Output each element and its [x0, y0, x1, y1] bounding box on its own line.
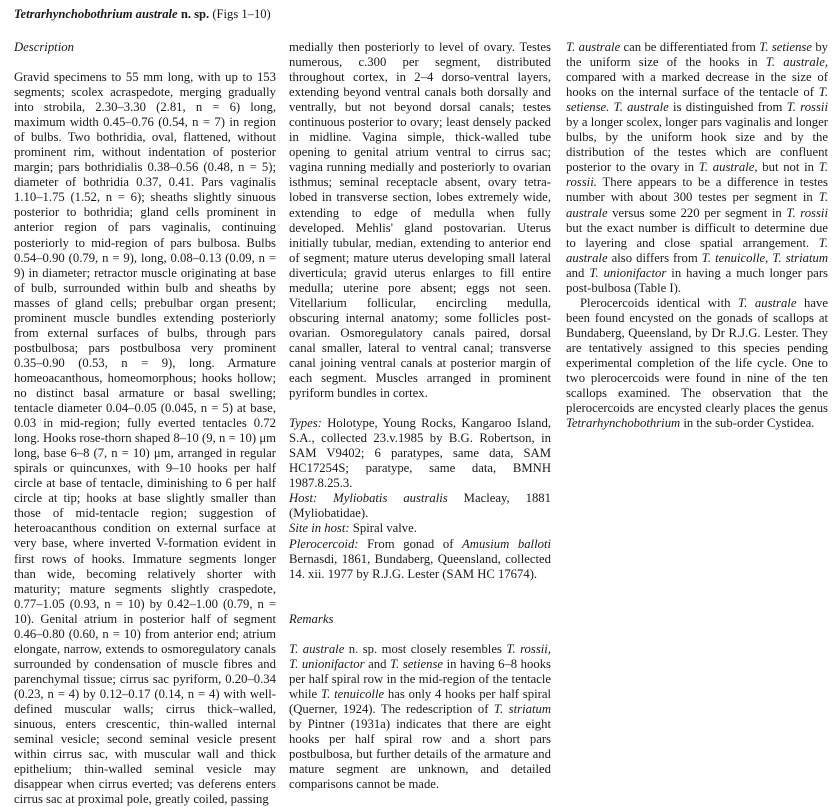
description-paragraph-part-2: medially then posteriorly to level of ovary. Testes numerous, c.300 per segment, distributed throughout cortex, in 2–4 dorso-ventral layers, extending beyond ventral canals both dorsally and ventrally, but not beyond dorsal canals; testes continuous posterior to ovary; least densely packed in midline. Vagina simple, thick-walled tube opening to genital atrium ventral to cirrus sac; vagina running medially and posteriorly to ovarian isthmus; seminal receptacle absent, ovary tetra-lobed in transverse section, lobes extremely wide, extending to edge of medulla when fully developed. Mehlis' gland postovarian. Uterus initially tubular, median, extending to anterior end of segment; mature uterus developing small lateral diverticula; gravid uterus enlarges to fill entire medulla; uterine pore absent; eggs not seen. Vitellarium follicular, encircling medulla, obscuring internal anatomy; some follicles post-ovarian. Osmoregulatory canals paired, dorsal canal smaller, lateral to ventral canal; transverse canal joining ventral canals at posterior margin of each segment. Muscles arranged in prominent pyriform bundles in cortex. [289, 40, 551, 401]
italic-taxon-text: T. rossii [786, 100, 828, 115]
italic-taxon-text: T. australe, [698, 160, 758, 175]
column-left [14, 40, 276, 807]
plerocercoid-text-1: From gonad of [358, 536, 463, 551]
italic-taxon-text: T. setiense [759, 40, 812, 54]
italic-taxon-text: T. australe [289, 641, 345, 656]
body-text: also differs from [607, 250, 702, 265]
body-text: in having a much longer pars post-bulbosa (Table I). [566, 265, 828, 295]
italic-taxon-text: T. rossii. [566, 160, 829, 190]
body-text: versus some 220 per segment in [607, 205, 787, 220]
body-text: by a longer scolex, longer pars vaginalis and longer bulbs, by the uniform hook size and by the distribution of the testes which are confluent posterior to the ovary in [566, 115, 828, 175]
body-text: but the exact number is difficult to determine due to layering and close spatial arrangement. [566, 220, 828, 250]
italic-taxon-text: T. unionifactor [589, 265, 667, 280]
description-heading: Description [14, 40, 74, 54]
host-label: Host: [289, 491, 334, 506]
species-status: n. sp. [180, 7, 210, 21]
body-text: n. sp. most closely resembles [344, 641, 507, 656]
italic-taxon-text: T. australe [566, 190, 828, 220]
italic-taxon-text: T. tenuicolle [321, 686, 385, 701]
remarks-heading: Remarks [289, 611, 334, 626]
site-entry [289, 521, 551, 536]
body-text: and [364, 656, 391, 671]
body-text: is distinguished from [668, 100, 787, 115]
remarks-paragraph-1 [289, 642, 551, 792]
plerocercoid-host-species: Amusium balloti [462, 536, 551, 551]
italic-taxon-text: T. striatum [493, 701, 551, 716]
description-paragraph-part-1: Gravid specimens to 55 mm long, with up to 153 segments; scolex acraspedote, merging gradually into strobila, 2.30–3.30 (2.81, n = 6) long, maximum width 0.45–0.76 (0.54, n = 7) in region of bulbs. Two bothridia, oval, flattened, without prominent rim, without indentation of posterior margin; pars bothridialis 0.38–0.56 (0.48, n = 5); diameter of bothridia 0.37, 0.41. Pars vaginalis 1.10–1.75 (1.52, n = 6); sheaths slightly sinuous posterior to bothridia; gland cells prominent in anterior region of pars vaginalis, continuing posteriorly to mid-region of pars bulbosa. Bulbs 0.54–0.90 (0.79, n = 9), long, 0.08–0.13 (0.09, n = 9) in diameter; retractor muscle originating at base of bulb, surrounded within bulb and sheaths by masses of gland cells; prebulbar organ present; prominent muscle bundles extending posteriorly from external surfaces of bulbs, through pars postbulbosa; pars postbulbosa very prominent 0.35–0.90 (0.53, n = 9), long. Armature homeoacanthous, homeomorphous; hooks hollow; no distinct basal armature or basal swelling; tentacle diameter 0.04–0.05 (0.045, n = 5) at base, 0.03 in mid-region; fully everted tentacles 0.72 long. Hooks rose-thorn shaped 8–10 (9, n = 10) μm long, base 6–8 (7, n = 10) μm, arranged in regular spirals or quincunxes, with 9–10 hooks per half circle at base of tentacle, diminishing to 6 per half circle at tip; hooks at base slightly smaller than those of mid-tentacle region; suggestion of heteroacanthous condition on external surface at very base, where inverted V-formation evident in first rows of hooks. Immature segments longer than wide, becoming relatively shorter with maturity; mature segments slightly craspedote, 0.77–1.05 (0.93, n = 10) by 0.42–1.00 (0.79, n = 10). Genital atrium in posterior half of segment 0.46–0.80 (0.60, n = 10) from anterior end; atrium elongate, narrow, extends to osmoregulatory canals surrounded by condensation of muscle fibres and parenchymal tissue; cirrus sac pyriform, 0.20–0.34 (0.23, n = 4) by 0.12–0.17 (0.14, n = 4) with well-defined muscular walls; cirrus thick–walled, sinuous, enters crescentic, thin-walled internal seminal vesicle; second seminal vesicle present within cirrus sac, with muscular wall and thick epithelium; thin-walled seminal vesicle may disappear when cirrus everted; vas deferens enters cirrus sac at proximal pole, greatly coiled, passing [14, 70, 276, 807]
body-text: compared with a marked decrease in the size of hooks on the internal surface of the tentacle of [566, 70, 828, 100]
italic-taxon-text: Tetrarhynchobothrium [566, 416, 681, 431]
types-label: Types: [289, 416, 322, 431]
host-entry [289, 491, 551, 521]
species-name: Tetrarhynchobothrium australe [14, 7, 178, 21]
plerocercoid-label: Plerocercoid: [289, 536, 359, 551]
body-text: by the uniform size of the hooks in [566, 40, 828, 70]
plerocercoid-entry [289, 537, 551, 582]
italic-taxon-text: T. rossii [786, 205, 828, 220]
body-text: in having 6–8 hooks per half spiral row in the mid-region of the tentacle while [289, 656, 551, 701]
body-text: in the sub-order Cystidea. [680, 416, 815, 431]
site-label: Site in host: [289, 521, 350, 536]
italic-taxon-text: T. australe, [765, 55, 828, 70]
body-text: There appears to be a difference in testes number with about 300 testes per segment in [566, 175, 828, 205]
types-text: Holotype, Young Rocks, Kangaroo Island, S.A., collected 23.v.1985 by B.G. Robertson, in SAM V9402; 6 paratypes, same data, SAM HC17254S; paratype, same data, BMNH 1987.8.25.3. [289, 416, 551, 491]
remarks-paragraph-3 [566, 296, 828, 431]
body-text: have been found encysted on the gonads of scallops at Bundaberg, Queensland, by Dr R.J.G. Lester. They are tentatively assigned to this species pending experimental completion of the life cycle. One to two plerocercoids were found in nine of the ten scallops examined. The observation that the plerocercoids are encysted clearly places the genus [566, 295, 828, 416]
body-text: by Pintner (1931a) indicates that there are eight hooks per half spiral row and a short pars postbulbosa, but further details of the armature and mature segment are unknown, and detailed comparisons cannot be made. [289, 716, 551, 792]
plerocercoid-text-2: Bernasdi, 1861, Bundaberg, Queensland, collected 14. xii. 1977 by R.J.G. Lester (SAM HC 17674). [289, 551, 551, 581]
species-title [14, 6, 271, 22]
italic-taxon-text: T. australe [738, 295, 797, 310]
italic-taxon-text: T. setiense [390, 656, 444, 671]
italic-taxon-text: T. australe [566, 40, 621, 54]
body-text: can be differentiated from [620, 40, 760, 54]
column-middle [289, 40, 551, 792]
body-text: but not in [757, 160, 819, 175]
types-entry [289, 416, 551, 491]
italic-taxon-text: T. australe [566, 235, 828, 265]
italic-taxon-text: T. rossii, T. unionifactor [289, 641, 551, 671]
italic-taxon-text: T. tenuicolle, T. striatum [701, 250, 828, 265]
host-species: Myliobatis australis [333, 491, 448, 506]
figure-reference: (Figs 1–10) [212, 7, 271, 21]
host-text: Macleay, 1881 (Myliobatidae). [289, 491, 551, 521]
site-text: Spiral valve. [349, 521, 417, 536]
body-text: has only 4 hooks per half spiral (Querner, 1924). The redescription of [289, 686, 551, 716]
body-text: and [566, 265, 590, 280]
italic-taxon-text: T. setiense. T. australe [566, 85, 828, 115]
body-text: Plerocercoids identical with [580, 295, 739, 310]
remarks-paragraph-2-continued [566, 40, 828, 296]
column-right [566, 40, 828, 431]
